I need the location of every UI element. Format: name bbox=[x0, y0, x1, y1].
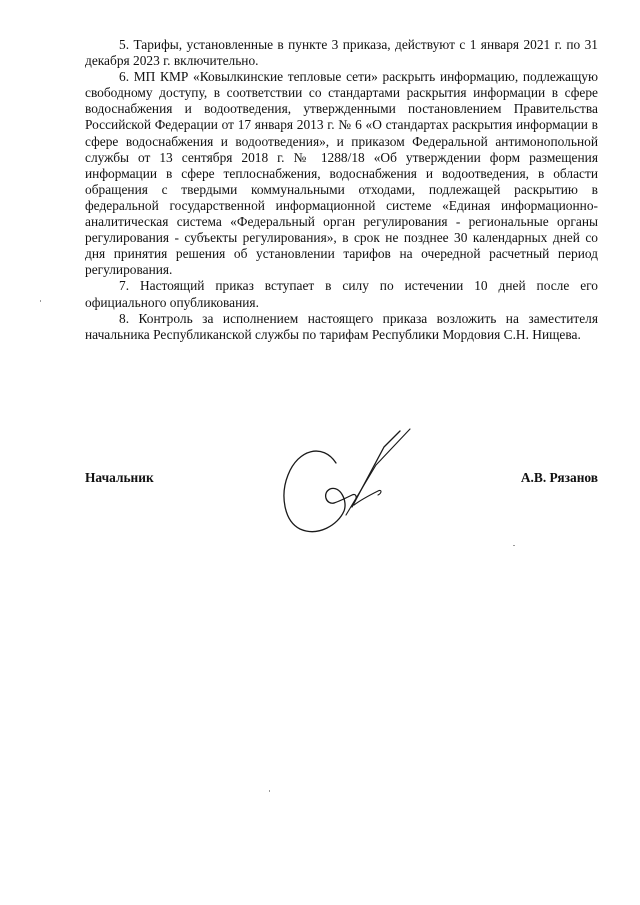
paragraph-7: 7. Настоящий приказ вступает в силу по истечении 10 дней после его официального опубликования. bbox=[85, 278, 598, 310]
paragraph-8: 8. Контроль за исполнением настоящего приказа возложить на заместителя начальника Республиканской службы по тарифам Республики Мордовия С.Н. Нищева. bbox=[85, 310, 598, 342]
handwritten-signature-icon bbox=[278, 425, 418, 545]
signatory-title: Начальник bbox=[85, 470, 154, 485]
paragraph-6: 6. МП КМР «Ковылкинские тепловые сети» раскрыть информацию, подлежащую свободному доступу, в соответствии со стандартами раскрытия информации в сфере водоснабжения и водоотведения, утвержденными постановлением Правительства Российской Федерации от 17 января 2013 г. № 6 «О стандартах раскрытия информации в сфере водоснабжения и водоотведения», и приказом Федеральной антимонопольной службы от 13 сентября 2018 г. № 1288/18 «Об утверждении форм размещения информации в сфере теплоснабжения, водоснабжения и водоотведения, в области обращения с твердыми коммунальными отходами, подлежащей раскрытию в федеральной государственной информационной системе «Единая информационно-аналитическая система «Федеральный орган регулирования - региональные органы регулирования - субъекты регулирования», в срок не позднее 30 календарных дней со дня принятия решения об установлении тарифов на очередной расчетный период регулирования. bbox=[85, 69, 598, 278]
scan-speck bbox=[269, 790, 270, 792]
scan-speck bbox=[513, 545, 515, 546]
paragraph-5: 5. Тарифы, установленные в пункте 3 приказа, действуют с 1 января 2021 г. по 31 декабря 2023 г. включительно. bbox=[85, 37, 598, 69]
scan-speck bbox=[40, 300, 41, 302]
document-body bbox=[85, 37, 598, 343]
signatory-name: А.В. Рязанов bbox=[520, 470, 598, 485]
